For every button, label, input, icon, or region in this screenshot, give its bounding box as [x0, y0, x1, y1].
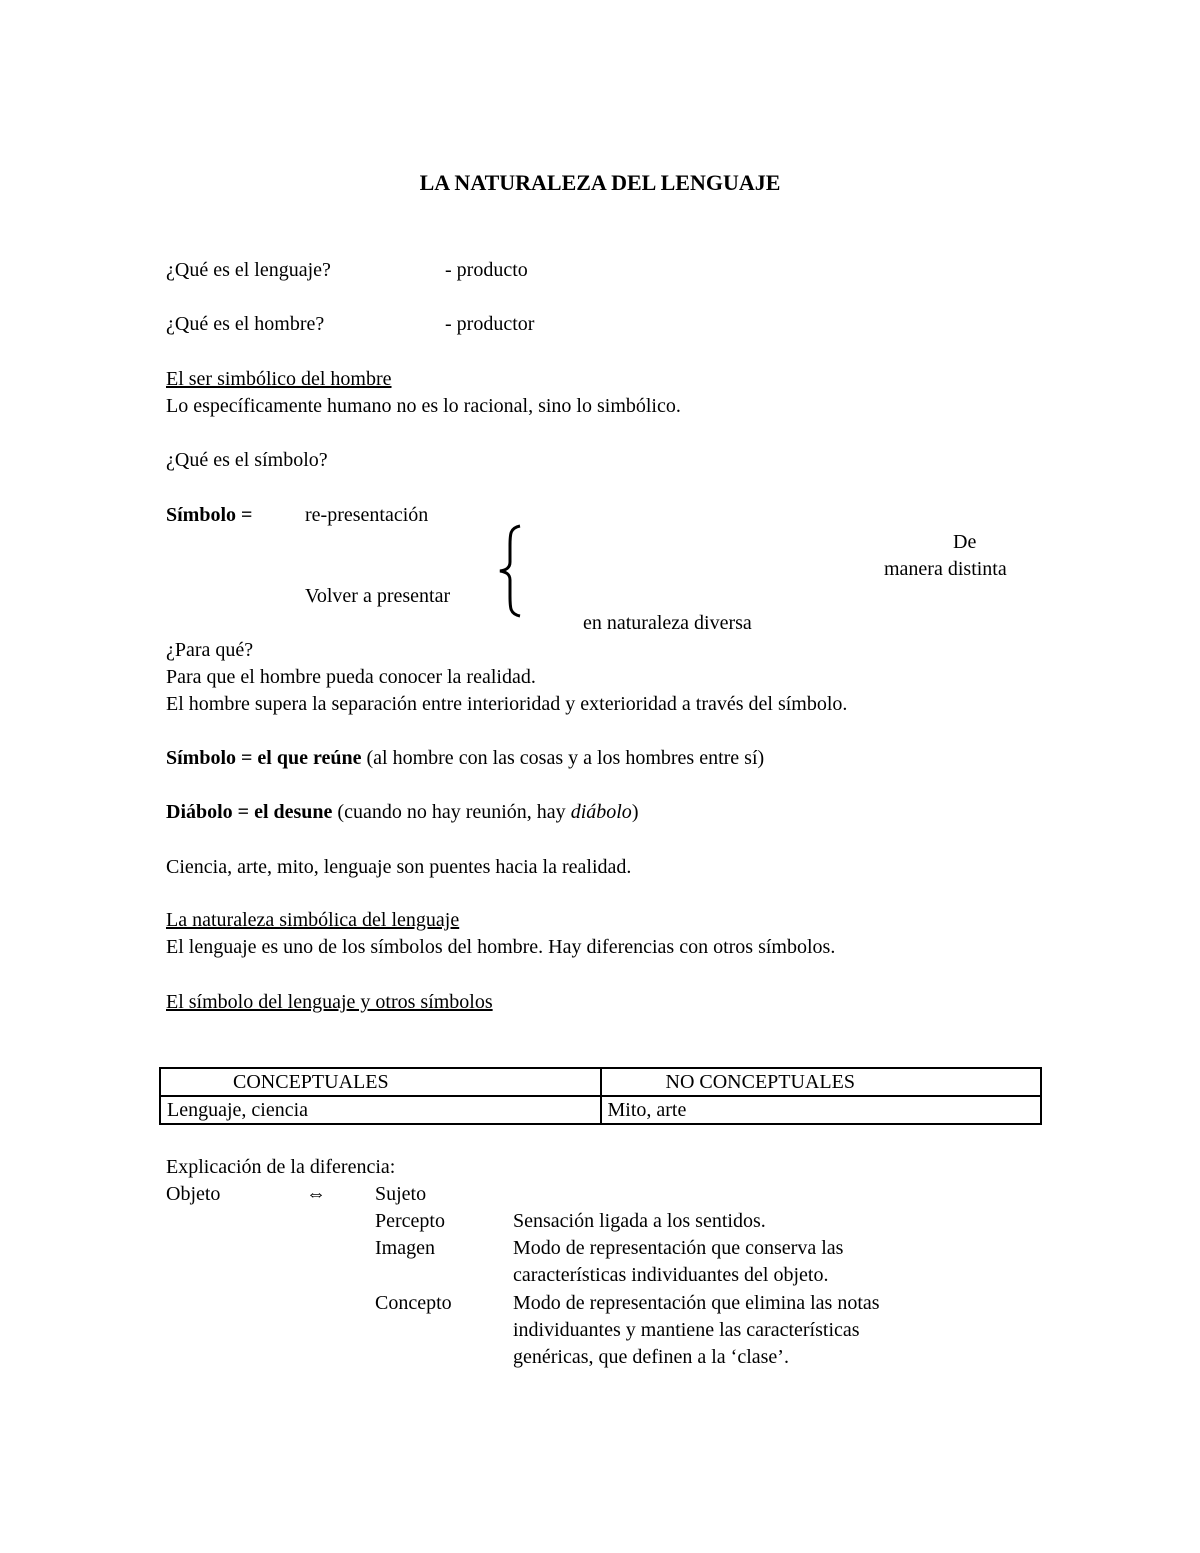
section-heading-simbolo-lenguaje: El símbolo del lenguaje y otros símbolos — [166, 991, 493, 1013]
table-row — [160, 1096, 1041, 1124]
term-percepto: Percepto — [375, 1210, 445, 1232]
table-cell-lenguaje-ciencia: Lenguaje, ciencia — [160, 1096, 601, 1124]
definition-percepto: Sensación ligada a los sentidos. — [513, 1210, 766, 1232]
definition-concepto-line2: individuantes y mantiene las características — [513, 1319, 860, 1341]
section-heading-ser-simbolico: El ser simbólico del hombre — [166, 368, 392, 390]
curly-brace-icon — [496, 524, 526, 618]
diabolo-desune-line — [166, 799, 638, 826]
diabolo-desune-rest: (cuando no hay reunión, hay — [332, 801, 571, 823]
double-arrow-icon: ⇔ — [306, 1183, 326, 1205]
definition-imagen-line1: Modo de representación que conserva las — [513, 1237, 844, 1259]
question-lenguaje: ¿Qué es el lenguaje? — [166, 259, 331, 281]
diabolo-desune-bold: Diábolo = el desune — [166, 801, 333, 823]
definition-concepto-line3: genéricas, que definen a la ‘clase’. — [513, 1346, 789, 1368]
definition-concepto-line1: Modo de representación que elimina las notas — [513, 1292, 880, 1314]
explicacion-sujeto: Sujeto — [375, 1183, 427, 1205]
paragraph-supera-separacion: El hombre supera la separación entre interioridad y exterioridad a través del símbolo. — [166, 693, 848, 715]
simbolo-term: Símbolo = — [166, 504, 253, 526]
diabolo-close-paren: ) — [631, 801, 639, 823]
simbolo-representacion: re-presentación — [305, 504, 429, 526]
definition-imagen-line2: características individuantes del objeto. — [513, 1264, 829, 1286]
paragraph-lenguaje-simbolos: El lenguaje es uno de los símbolos del hombre. Hay diferencias con otros símbolos. — [166, 936, 836, 958]
brace-label-naturaleza-diversa: en naturaleza diversa — [583, 612, 752, 634]
explicacion-intro: Explicación de la diferencia: — [166, 1156, 396, 1178]
term-imagen: Imagen — [375, 1237, 435, 1259]
table-header-no-conceptuales: NO CONCEPTUALES — [601, 1068, 1042, 1096]
brace-label-manera-distinta: manera distinta — [884, 558, 1007, 580]
table-row — [160, 1068, 1041, 1096]
simbolo-reune-line — [166, 745, 764, 772]
table-cell-mito-arte: Mito, arte — [601, 1096, 1042, 1124]
answer-productor: - productor — [445, 313, 535, 335]
question-hombre: ¿Qué es el hombre? — [166, 313, 325, 335]
volver-a-presentar: Volver a presentar — [305, 585, 451, 607]
paragraph-especificamente-humano: Lo específicamente humano no es lo racional, sino lo simbólico. — [166, 395, 681, 417]
question-para-que: ¿Para qué? — [166, 639, 254, 661]
term-concepto: Concepto — [375, 1292, 452, 1314]
paragraph-conocer-realidad: Para que el hombre pueda conocer la realidad. — [166, 666, 536, 688]
paragraph-puentes: Ciencia, arte, mito, lenguaje son puentes hacia la realidad. — [166, 856, 632, 878]
comparison-table — [159, 1067, 1042, 1125]
simbolo-reune-rest: (al hombre con las cosas y a los hombres entre sí) — [361, 747, 765, 769]
diabolo-italic: diábolo — [570, 801, 632, 823]
simbolo-reune-bold: Símbolo = el que reúne — [166, 747, 362, 769]
answer-producto: - producto — [445, 259, 528, 281]
table-header-conceptuales: CONCEPTUALES — [160, 1068, 601, 1096]
explicacion-objeto: Objeto — [166, 1183, 221, 1205]
brace-label-de: De — [953, 531, 977, 553]
page-title: LA NATURALEZA DEL LENGUAJE — [419, 170, 781, 195]
section-heading-naturaleza-simbolica: La naturaleza simbólica del lenguaje — [166, 909, 460, 931]
question-simbolo: ¿Qué es el símbolo? — [166, 449, 328, 471]
